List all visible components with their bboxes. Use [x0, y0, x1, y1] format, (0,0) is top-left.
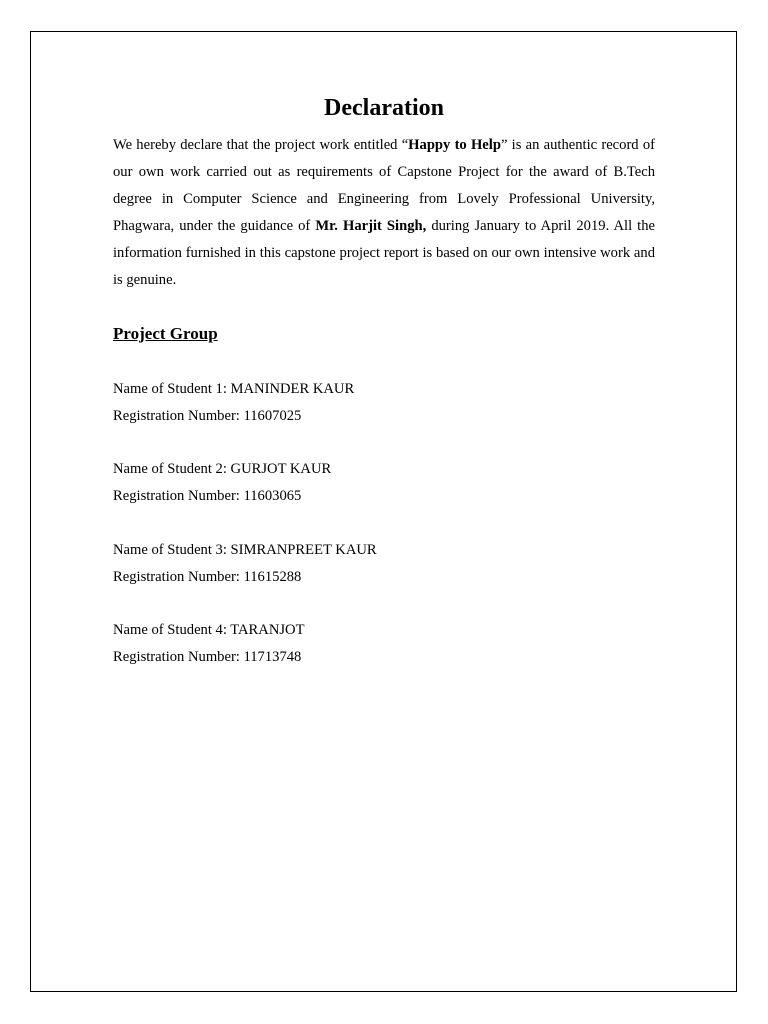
student-name: Name of Student 2: GURJOT KAUR	[113, 461, 332, 477]
student-registration: Registration Number: 11713748	[113, 649, 302, 665]
project-title: Happy to Help	[408, 137, 501, 153]
student-name: Name of Student 1: MANINDER KAUR	[113, 381, 355, 397]
student-registration: Registration Number: 11607025	[113, 408, 302, 424]
declaration-text-part1: We hereby declare that the project work entitled “	[113, 137, 409, 153]
declaration-text-part3: during January to April 2019. All the information furnished in this capstone project report is based on our own intensive work and is genuine.	[113, 218, 656, 288]
project-group-heading: Project Group	[113, 324, 218, 343]
student-entry-1	[113, 376, 653, 430]
student-registration: Registration Number: 11603065	[113, 488, 302, 504]
student-entry-3	[113, 537, 653, 591]
declaration-text-part2: ” is an authentic record of our own work carried out as requirements of Capstone Project for the award of B.Tech degree in Computer Science and Engineering from Lovely Professional University, Phagwara, under the guidance of	[113, 137, 655, 234]
page-title: Declaration	[324, 95, 444, 121]
declaration-paragraph	[113, 132, 655, 294]
guide-name: Mr. Harjit Singh,	[315, 218, 427, 234]
student-name: Name of Student 4: TARANJOT	[113, 622, 305, 638]
student-registration: Registration Number: 11615288	[113, 569, 302, 585]
student-entry-4	[113, 617, 653, 671]
student-entry-2	[113, 456, 653, 510]
student-name: Name of Student 3: SIMRANPREET KAUR	[113, 542, 377, 558]
